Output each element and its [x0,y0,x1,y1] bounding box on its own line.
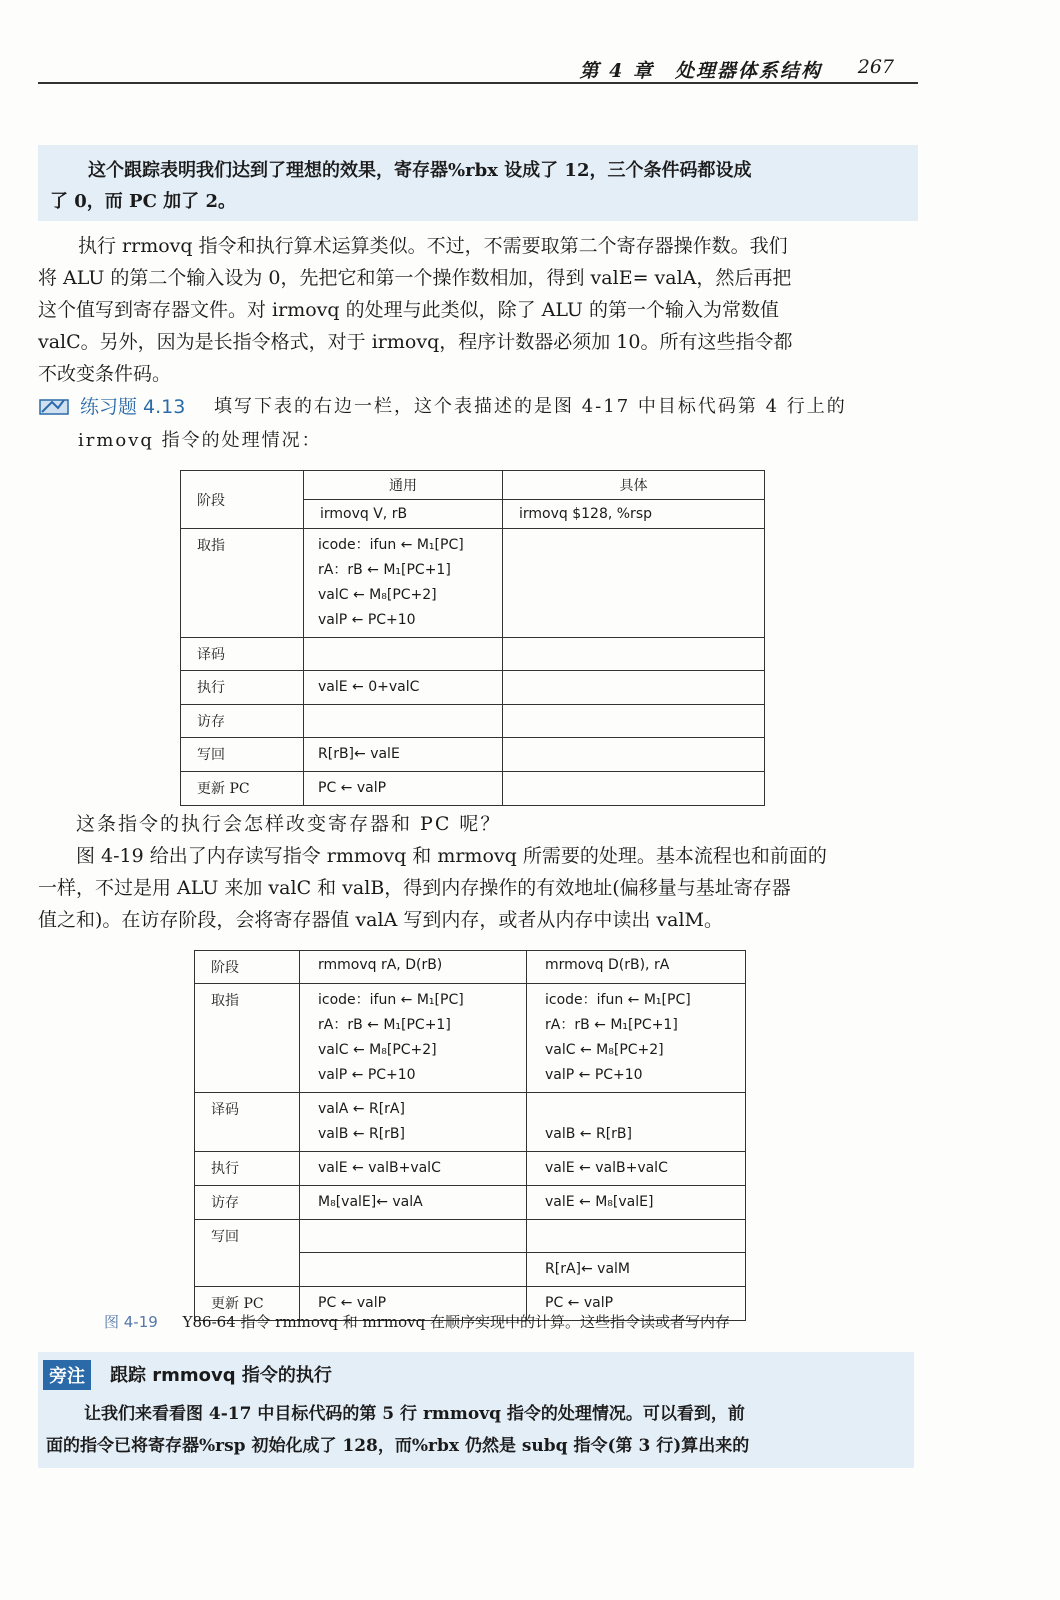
page-number: 267 [857,56,894,78]
text-line: 执行 rrmovq 指令和执行算术运算类似。不过，不需要取第二个寄存器操作数。我们 [78,235,788,257]
cell-line: icode：ifun ← M₁[PC] [545,992,691,1008]
answer-cell[interactable] [503,738,765,772]
trace-note-text [50,155,908,217]
aside-line: 面的指令已将寄存器%rsp 初始化成了 128，而%rbx 仍然是 subq 指令(第 3 行)算出来的 [46,1436,750,1456]
table-row [195,1093,746,1152]
text-line: 图 4-19 给出了内存读写指令 rmmovq 和 mrmovq 所需要的处理。基本流程也和前面的 [76,845,827,867]
trace-note-box [38,145,918,221]
stage-cell: 取指 [181,529,304,638]
stage-cell [195,1252,300,1286]
answer-cell[interactable] [503,529,765,638]
table-row [181,772,765,806]
rmmovq-cell [300,1220,527,1253]
table-header-specific: 具体 [503,471,765,500]
cell-line: valB ← R[rB] [545,1126,633,1142]
stage-cell: 写回 [195,1220,300,1253]
mrmovq-cell: valE ← valB+valC [527,1152,746,1186]
table-row [181,705,765,738]
paragraph-rrmovq [38,230,918,390]
text-line: 这个值写到寄存器文件。对 irmovq 的处理与此类似，除了 ALU 的第一个输入为常数值 [38,299,779,321]
aside-line: 让我们来看看图 4-17 中目标代码的第 5 行 rmmovq 指令的处理情况。可以看到，前 [84,1404,745,1424]
rmmovq-cell: M₈[valE]← valA [300,1186,527,1220]
stage-cell: 译码 [195,1093,300,1152]
aside-text [46,1398,906,1462]
rmmovq-cell: valE ← valB+valC [300,1152,527,1186]
aside-title: 跟踪 rmmovq 指令的执行 [110,1365,332,1386]
generic-cell: R[rB]← valE [304,738,503,772]
mrmovq-cell [527,984,746,1093]
exercise-table [180,470,765,806]
page-header [38,52,918,84]
cell-line: icode：ifun ← M₁[PC] [318,537,464,553]
cell-line [545,1097,731,1122]
mrmovq-cell [527,1093,746,1152]
table-header-stage: 阶段 [181,471,304,529]
exercise-text: 填写下表的右边一栏，这个表描述的是图 4-17 中目标代码第 4 行上的 [214,396,847,417]
rmmovq-cell: PC ← valP [300,1286,527,1320]
aside-tag: 旁注 [43,1360,91,1390]
table-header-generic: 通用 [304,471,503,500]
answer-cell[interactable] [503,638,765,671]
figure-caption-text: Y86-64 指令 rmmovq 和 mrmovq 在顺序实现中的计算。这些指令读或者写内存 [182,1313,731,1331]
cell-line: rA：rB ← M₁[PC+1] [318,562,451,578]
rmmovq-cell [300,984,527,1093]
cell-line: rA：rB ← M₁[PC+1] [318,1017,451,1033]
answer-cell[interactable] [503,772,765,806]
stage-cell: 取指 [195,984,300,1093]
cell-line: valP ← PC+10 [545,1067,643,1083]
table-row [195,1220,746,1253]
table-header-rmmovq: rmmovq rA, D(rB) [300,951,527,984]
text-line: 这条指令的执行会怎样改变寄存器和 PC 呢？ [76,813,502,835]
stage-cell: 写回 [181,738,304,772]
table-row [181,638,765,671]
text-line: 一样，不过是用 ALU 来加 valC 和 valB，得到内存操作的有效地址(偏移量与基址寄存器 [38,877,791,899]
table-row [181,529,765,638]
answer-cell[interactable] [503,671,765,705]
generic-cell [304,705,503,738]
cell-line: rA：rB ← M₁[PC+1] [545,1017,678,1033]
table-header-stage: 阶段 [195,951,300,984]
table-row [181,738,765,772]
generic-cell [304,529,503,638]
mrmovq-cell [527,1220,746,1253]
chapter-title: 第 4 章 处理器体系结构 [579,60,822,82]
exercise-label: 练习题 4.13 [80,396,186,418]
trace-note-line: 了 0，而 PC 加了 2。 [50,191,236,212]
stage-cell: 执行 [195,1152,300,1186]
table-row [195,984,746,1093]
figure-number: 图 4-19 [104,1313,158,1331]
mrmovq-cell: valE ← M₈[valE] [527,1186,746,1220]
text-line: 值之和)。在访存阶段，会将寄存器值 valA 写到内存，或者从内存中读出 valM。 [38,909,723,931]
cell-line: valC ← M₈[PC+2] [545,1042,664,1058]
cell-line: valB ← R[rB] [318,1126,406,1142]
cell-line: icode：ifun ← M₁[PC] [318,992,464,1008]
figure-4-19-table [194,950,746,1321]
cell-line: valC ← M₈[PC+2] [318,1042,437,1058]
table-row [195,1186,746,1220]
stage-cell: 更新 PC [181,772,304,806]
table-row [181,671,765,705]
exercise-icon [38,394,70,416]
mrmovq-cell: R[rA]← valM [527,1252,746,1286]
figure-caption [104,1311,730,1332]
table-row [195,1252,746,1286]
exercise-text: irmovq 指令的处理情况： [78,430,322,451]
stage-cell: 译码 [181,638,304,671]
cell-line: valA ← R[rA] [318,1101,405,1117]
generic-cell: valE ← 0+valC [304,671,503,705]
trace-note-line: 这个跟踪表明我们达到了理想的效果，寄存器%rbx 设成了 12，三个条件码都设成 [88,160,752,181]
specific-instr: irmovq $128, %rsp [503,500,765,529]
stage-cell: 执行 [181,671,304,705]
text-line: valC。另外，因为是长指令格式，对于 irmovq，程序计数器必须加 10。所有这些指令都 [38,331,793,353]
rmmovq-cell [300,1252,527,1286]
stage-cell: 访存 [181,705,304,738]
table-row [195,1152,746,1186]
generic-cell [304,638,503,671]
generic-cell: PC ← valP [304,772,503,806]
stage-cell: 更新 PC [195,1286,300,1320]
stage-cell: 访存 [195,1186,300,1220]
cell-line: valP ← PC+10 [318,1067,416,1083]
generic-instr: irmovq V, rB [304,500,503,529]
rmmovq-cell [300,1093,527,1152]
answer-cell[interactable] [503,705,765,738]
paragraph-rmmovq [38,840,918,936]
cell-line: valC ← M₈[PC+2] [318,587,437,603]
cell-line: valP ← PC+10 [318,612,416,628]
text-line: 不改变条件码。 [38,363,172,385]
mrmovq-cell: PC ← valP [527,1286,746,1320]
text-line: 将 ALU 的第二个输入设为 0，先把它和第一个操作数相加，得到 valE= valA，然后再把 [38,267,792,289]
aside-box [38,1352,914,1468]
table-header-mrmovq: mrmovq D(rB), rA [527,951,746,984]
question-text [38,808,918,840]
